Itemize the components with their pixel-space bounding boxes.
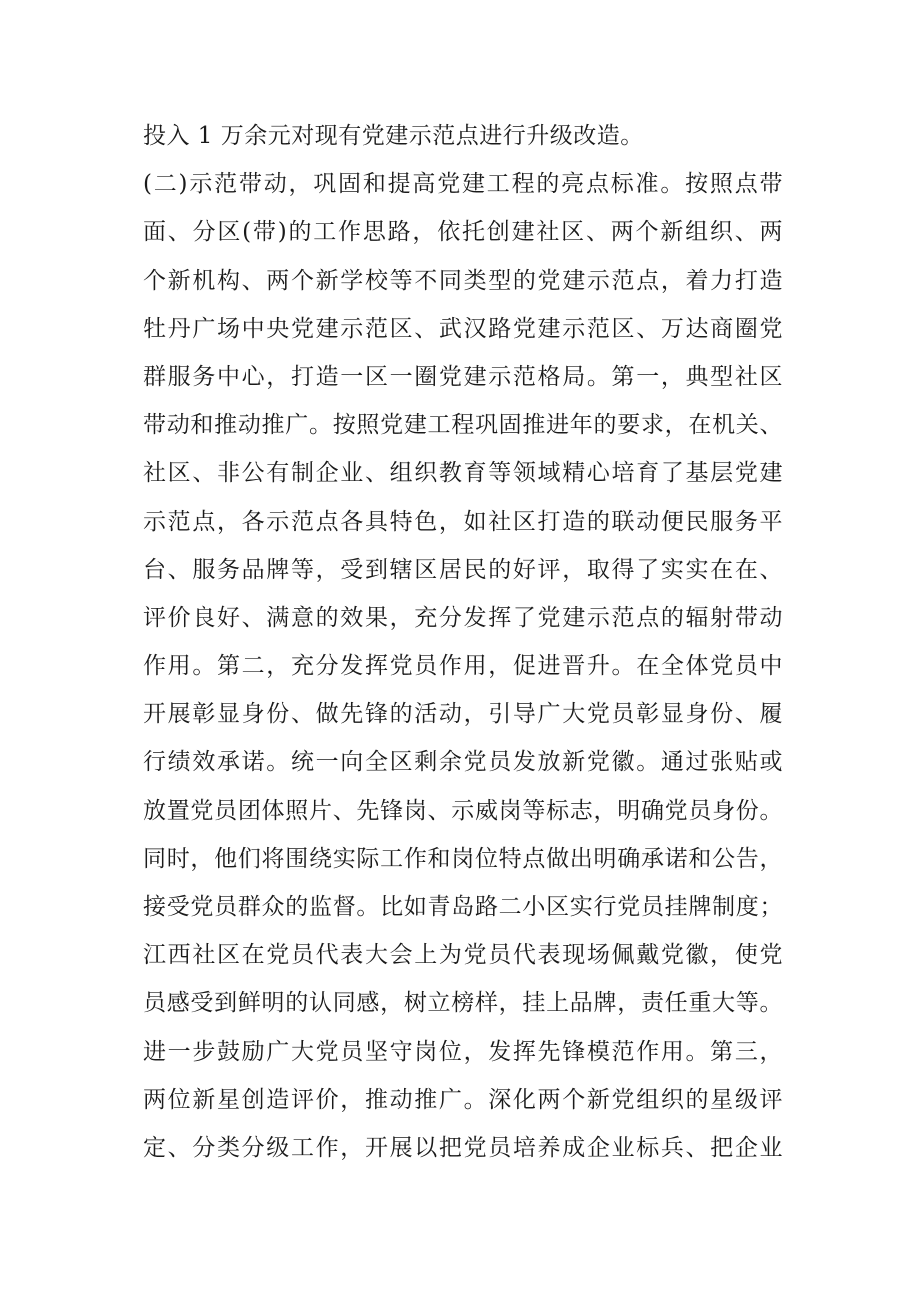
text-line: 牡丹广场中央党建示范区、武汉路党建示范区、万达商圈党 <box>143 315 783 342</box>
text-line: 台、服务品牌等，受到辖区居民的好评，取得了实实在在、 <box>143 556 783 583</box>
text-line: 面、分区(带)的工作思路，依托创建社区、两个新组织、两 <box>143 219 783 246</box>
text-line: 同时，他们将围绕实际工作和岗位特点做出明确承诺和公告， <box>143 845 783 872</box>
text-line: 社区、非公有制企业、组织教育等领域精心培育了基层党建 <box>143 460 783 487</box>
text-line: 接受党员群众的监督。比如青岛路二小区实行党员挂牌制度； <box>143 894 783 920</box>
text-line: 作用。第二，充分发挥党员作用，促进晋升。在全体党员中 <box>143 653 783 680</box>
text-line: 江西社区在党员代表大会上为党员代表现场佩戴党徽，使党 <box>143 942 783 969</box>
text-line: 带动和推动推广。按照党建工程巩固推进年的要求，在机关、 <box>143 412 783 439</box>
body-text <box>143 112 783 1172</box>
text-line: 开展彰显身份、做先锋的活动，引导广大党员彰显身份、履 <box>143 701 783 728</box>
text-line: 定、分类分级工作，开展以把党员培养成企业标兵、把企业 <box>143 1134 783 1161</box>
text-line: 个新机构、两个新学校等不同类型的党建示范点，着力打造 <box>143 267 783 294</box>
text-line: 进一步鼓励广大党员坚守岗位，发挥先锋模范作用。第三， <box>143 1038 783 1065</box>
text-line: 投入 1 万余元对现有党建示范点进行升级改造。 <box>143 123 644 149</box>
text-line: 放置党员团体照片、先锋岗、示威岗等标志，明确党员身份。 <box>143 797 783 824</box>
text-line: 群服务中心，打造一区一圈党建示范格局。第一，典型社区 <box>143 363 783 390</box>
text-line: 员感受到鲜明的认同感，树立榜样，挂上品牌，责任重大等。 <box>143 990 783 1017</box>
text-line: (二)示范带动，巩固和提高党建工程的亮点标准。按照点带 <box>143 171 783 198</box>
text-line: 示范点，各示范点各具特色，如社区打造的联动便民服务平 <box>143 508 783 535</box>
text-line: 两位新星创造评价，推动推广。深化两个新党组织的星级评 <box>143 1086 783 1113</box>
text-line: 行绩效承诺。统一向全区剩余党员发放新党徽。通过张贴或 <box>143 749 783 776</box>
text-line: 评价良好、满意的效果，充分发挥了党建示范点的辐射带动 <box>143 604 783 631</box>
